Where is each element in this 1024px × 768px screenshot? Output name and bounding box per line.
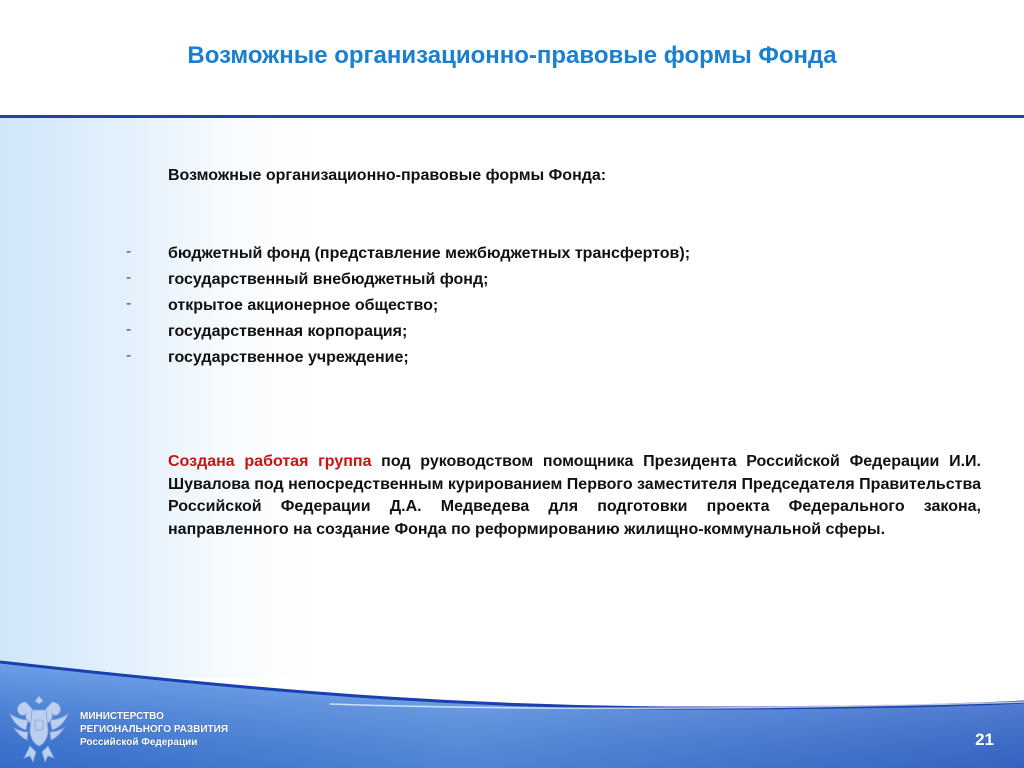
list-item-text: бюджетный фонд (представление межбюджетных трансфертов); (168, 245, 691, 262)
list-item (126, 345, 981, 371)
list-item (126, 267, 981, 293)
list-dash: - (126, 347, 132, 364)
footer-wave (0, 650, 1024, 768)
list-item (126, 319, 981, 345)
list-item-text: государственный внебюджетный фонд; (168, 271, 489, 288)
list-item-text: государственное учреждение; (168, 349, 409, 366)
list-dash: - (126, 269, 132, 286)
paragraph-text: под руководством помощника Президента Российской Федерации И.И. Шувалова под непосредственным курированием Первого заместителя Председателя Правительства Российской Федерации Д.А. Медведева для подготовки проекта Федерального закона, направленного на создание Фонда по реформированию жилищно-коммунальной сферы. (168, 453, 981, 538)
list-dash: - (126, 321, 132, 338)
ministry-label (80, 710, 228, 749)
list-dash: - (126, 243, 132, 260)
slide-title: Возможные организационно-правовые формы Фонда (187, 42, 837, 69)
list-item (126, 241, 981, 267)
working-group-paragraph (168, 451, 981, 541)
double-headed-eagle-icon (6, 688, 72, 766)
slide-header (0, 0, 1024, 116)
list-item (126, 293, 981, 319)
slide-content (126, 165, 981, 541)
list-item-text: государственная корпорация; (168, 323, 408, 340)
forms-list (126, 241, 981, 371)
paragraph-highlight: Создана работая группа (168, 453, 372, 470)
ministry-line-3: Российской Федерации (80, 737, 198, 748)
page-number: 21 (975, 730, 994, 749)
ministry-line-1: МИНИСТЕРСТВО (80, 711, 164, 722)
content-subtitle: Возможные организационно-правовые формы Фонда: (168, 167, 607, 184)
ministry-line-2: РЕГИОНАЛЬНОГО РАЗВИТИЯ (80, 724, 229, 735)
list-dash: - (126, 295, 132, 312)
list-item-text: открытое акционерное общество; (168, 297, 439, 314)
